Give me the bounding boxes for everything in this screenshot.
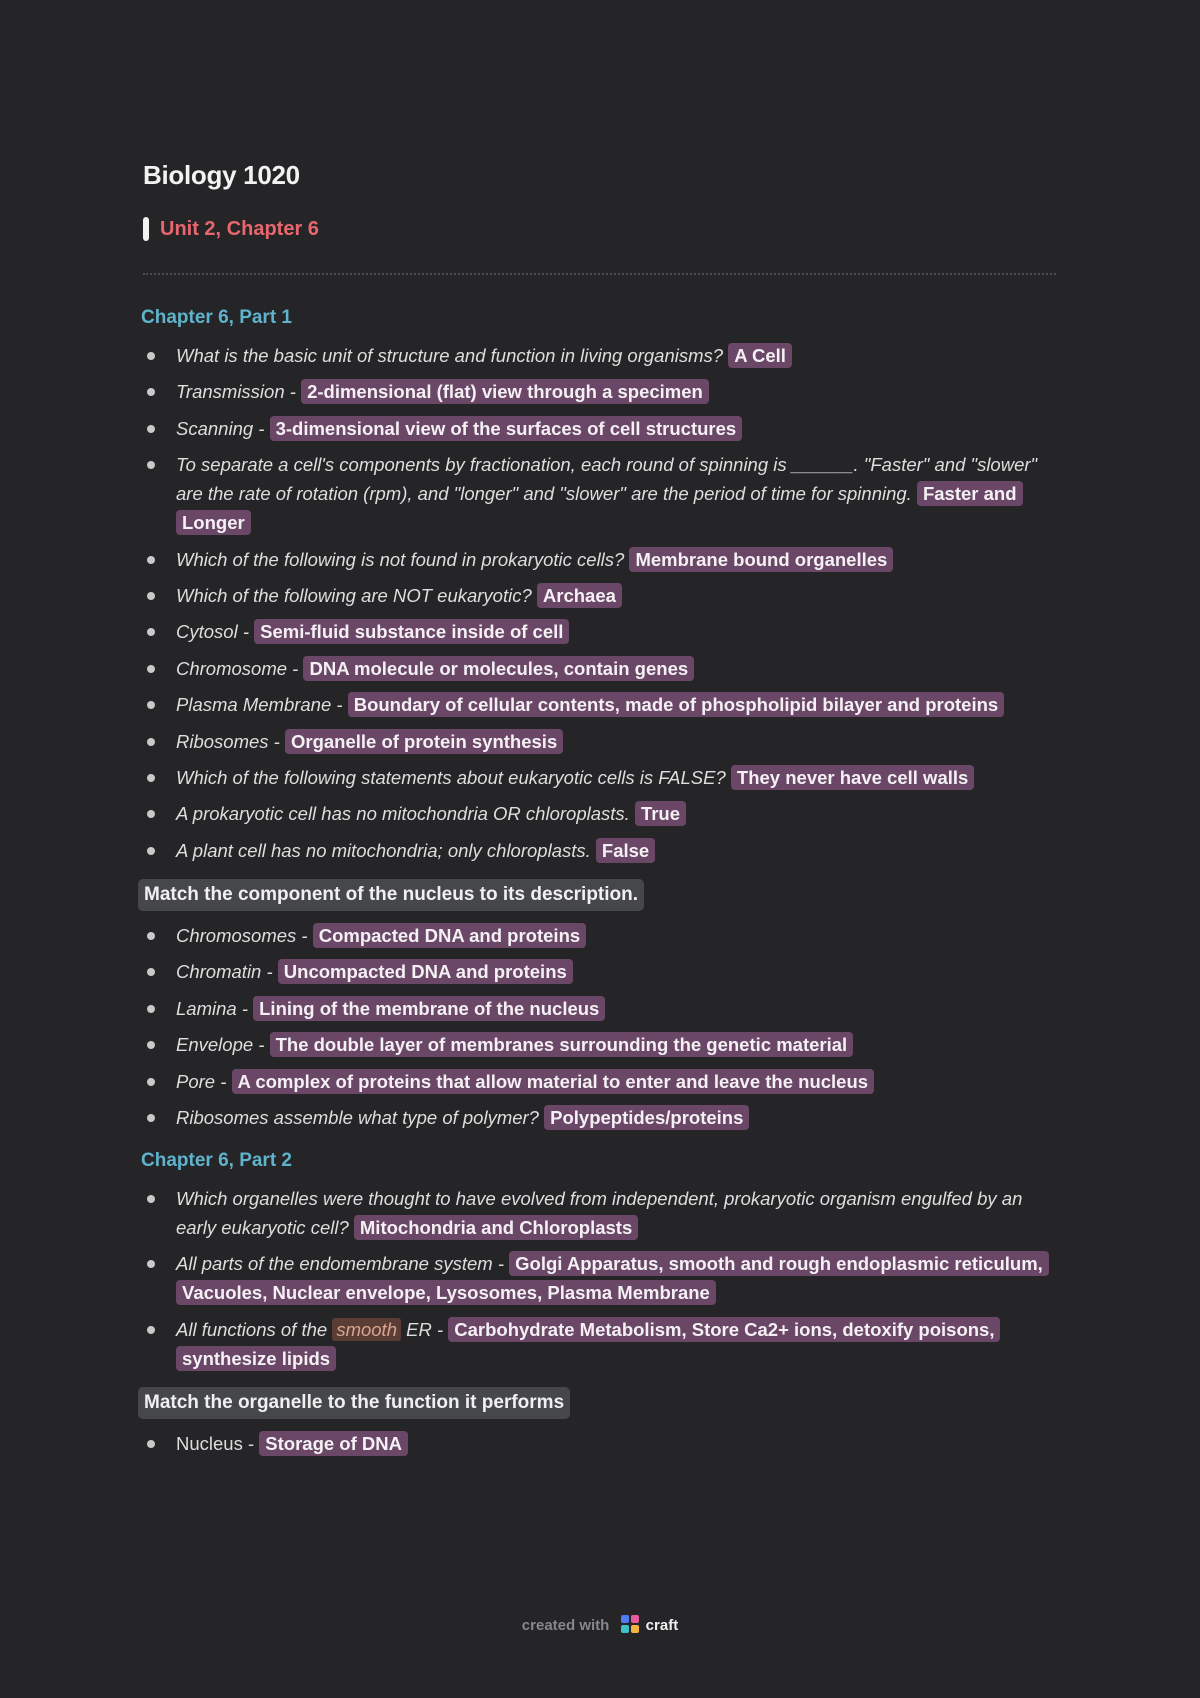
answer: Faster and Longer [176,481,1023,535]
bullet-icon [147,932,155,940]
question-suffix: ER - [400,1318,449,1340]
question: Transmission - [176,381,302,403]
answer: Lining of the membrane of the nucleus [253,996,605,1021]
nucleus-block-heading: Match the component of the nucleus to its description. [138,879,644,911]
list-item [143,377,1057,406]
footer-brand: craft [645,1617,679,1634]
bullet-icon [147,461,155,469]
footer-prefix: created with [521,1617,610,1634]
list-item [143,836,1057,865]
bullet-icon [147,738,155,746]
list-item [143,994,1057,1023]
craft-logo-icon [620,1614,640,1638]
answer: Polypeptides/proteins [544,1105,749,1130]
answer: Carbohydrate Metabolism, Store Ca2+ ions, detoxify poisons, synthesize lipids [176,1317,1000,1371]
list-item [143,1103,1057,1132]
bullet-icon [147,556,155,564]
bullet-icon [147,665,155,673]
organelle-list [143,1429,1057,1458]
list-item [143,545,1057,574]
question: Nucleus - [176,1433,260,1455]
bullet-icon [147,388,155,396]
question: Ribosomes assemble what type of polymer? [176,1107,545,1129]
question: To separate a cell's components by fractionation, each round of spinning is ______. "Faster" and "slower" are the rate of rotation (rpm), and "longer" and "slower" are the period of time for spinning. [176,454,1038,505]
subtitle [143,217,1057,241]
question: What is the basic unit of structure and function in living organisms? [176,345,724,366]
answer: The double layer of membranes surrounding the genetic material [270,1032,854,1057]
bullet-icon [147,1078,155,1086]
bullet-icon [147,1114,155,1122]
question: Which of the following is not found in prokaryotic cells? [176,548,630,570]
bullet-icon [147,968,155,976]
bullet-icon [147,1041,155,1049]
answer: Boundary of cellular contents, made of phospholipid bilayer and proteins [348,692,1005,717]
highlighted-word: smooth [332,1318,401,1341]
section-heading-part-2: Chapter 6, Part 2 [141,1150,292,1172]
question: Which of the following statements about eukaryotic cells is FALSE? [176,766,731,788]
question: Plasma Membrane - [176,694,348,716]
answer: They never have cell walls [731,765,974,790]
answer: Membrane bound organelles [629,547,893,572]
document [143,160,1057,1466]
list-item [143,921,1057,950]
list-item [143,654,1057,683]
list-item [143,450,1057,537]
question: Cytosol - [176,621,255,643]
bullet-icon [147,1440,155,1448]
part-1-list [143,341,1057,865]
bullet-icon [147,701,155,709]
bullet-icon [147,1326,155,1334]
section-heading-part-1: Chapter 6, Part 1 [141,307,292,328]
subtitle-text: Unit 2, Chapter 6 [160,217,319,240]
footer[interactable] [0,1614,1200,1638]
list-item [143,763,1057,792]
list-item [143,957,1057,986]
answer: Golgi Apparatus, smooth and rough endoplasmic reticulum, Vacuoles, Nuclear envelope, Lysosomes, Plasma Membrane [176,1251,1049,1305]
answer: 3-dimensional view of the surfaces of cell structures [270,416,743,441]
list-item [143,617,1057,646]
bullet-icon [147,1005,155,1013]
answer: Organelle of protein synthesis [285,729,563,754]
list-item [143,1067,1057,1096]
answer: Storage of DNA [259,1431,408,1456]
answer: Semi-fluid substance inside of cell [254,619,569,644]
part-2-list [143,1184,1057,1373]
bullet-icon [147,1195,155,1203]
subtitle-bar [143,217,149,241]
answer: Uncompacted DNA and proteins [278,959,573,984]
answer: False [596,838,655,863]
answer: Archaea [537,583,622,608]
answer: 2-dimensional (flat) view through a specimen [301,379,709,404]
bullet-icon [147,810,155,818]
bullet-icon [147,352,155,360]
list-item [143,1030,1057,1059]
question: Envelope - [176,1034,270,1056]
question: Ribosomes - [176,730,285,752]
list-item [143,341,1057,370]
question: A plant cell has no mitochondria; only chloroplasts. [176,839,596,861]
bullet-icon [147,592,155,600]
page-title: Biology 1020 [143,160,300,190]
question: A prokaryotic cell has no mitochondria OR chloroplasts. [176,803,635,825]
list-item [143,799,1057,828]
answer: A Cell [728,343,792,368]
bullet-icon [147,1260,155,1268]
question: All parts of the endomembrane system - [176,1253,510,1275]
bullet-icon [147,425,155,433]
question: Which of the following are NOT eukaryotic? [176,584,532,606]
list-item [143,727,1057,756]
answer: Mitochondria and Chloroplasts [354,1215,638,1240]
answer: Compacted DNA and proteins [313,923,586,948]
bullet-icon [147,847,155,855]
bullet-icon [147,774,155,782]
nucleus-list [143,921,1057,1132]
list-item [143,1429,1057,1458]
list-item [143,1315,1057,1373]
question: Chromatin - [176,961,278,983]
organelle-block-heading: Match the organelle to the function it performs [138,1387,570,1419]
list-item [143,1184,1057,1242]
question: Pore - [176,1070,232,1092]
question: Lamina - [176,997,254,1019]
answer: True [635,801,686,826]
question: Which organelles were thought to have evolved from independent, prokaryotic organism engulfed by an early eukaryotic cell? [176,1188,1023,1239]
answer: A complex of proteins that allow material to enter and leave the nucleus [232,1069,875,1094]
list-item [143,414,1057,443]
list-item [143,690,1057,719]
list-item [143,581,1057,610]
bullet-icon [147,628,155,636]
question: Scanning - [176,417,270,439]
answer: DNA molecule or molecules, contain genes [303,656,694,681]
divider [143,273,1056,275]
list-item [143,1249,1057,1307]
question-prefix: All functions of the [176,1318,333,1340]
question: Chromosomes - [176,925,313,947]
question: Chromosome - [176,657,304,679]
